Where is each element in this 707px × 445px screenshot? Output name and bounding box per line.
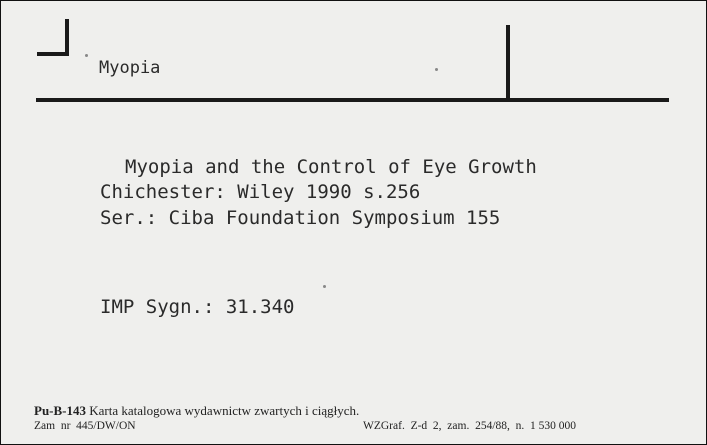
subject-heading: Myopia: [99, 58, 161, 78]
signature-line: IMP Sygn.: 31.340: [100, 296, 295, 318]
order-number: Zam nr 445/DW/ON: [34, 420, 136, 432]
heading-divider-vertical: [506, 25, 510, 101]
paper-speck: [323, 285, 326, 288]
form-title: [34, 403, 359, 419]
corner-mark-horizontal: [37, 52, 69, 56]
heading-rule: [36, 98, 669, 102]
form-description: Karta katalogowa wydawnictw zwartych i ciągłych.: [86, 403, 360, 418]
form-code: Pu-B-143: [34, 403, 86, 418]
printer-info: WZGraf. Z-d 2, zam. 254/88, n. 1 530 000: [363, 420, 577, 432]
paper-speck: [435, 68, 438, 71]
title-line: Myopia and the Control of Eye Growth: [125, 156, 537, 178]
imprint-line: Chichester: Wiley 1990 s.256: [100, 181, 421, 203]
series-line: Ser.: Ciba Foundation Symposium 155: [100, 207, 501, 229]
corner-mark-vertical: [65, 19, 69, 55]
paper-speck: [85, 54, 88, 57]
